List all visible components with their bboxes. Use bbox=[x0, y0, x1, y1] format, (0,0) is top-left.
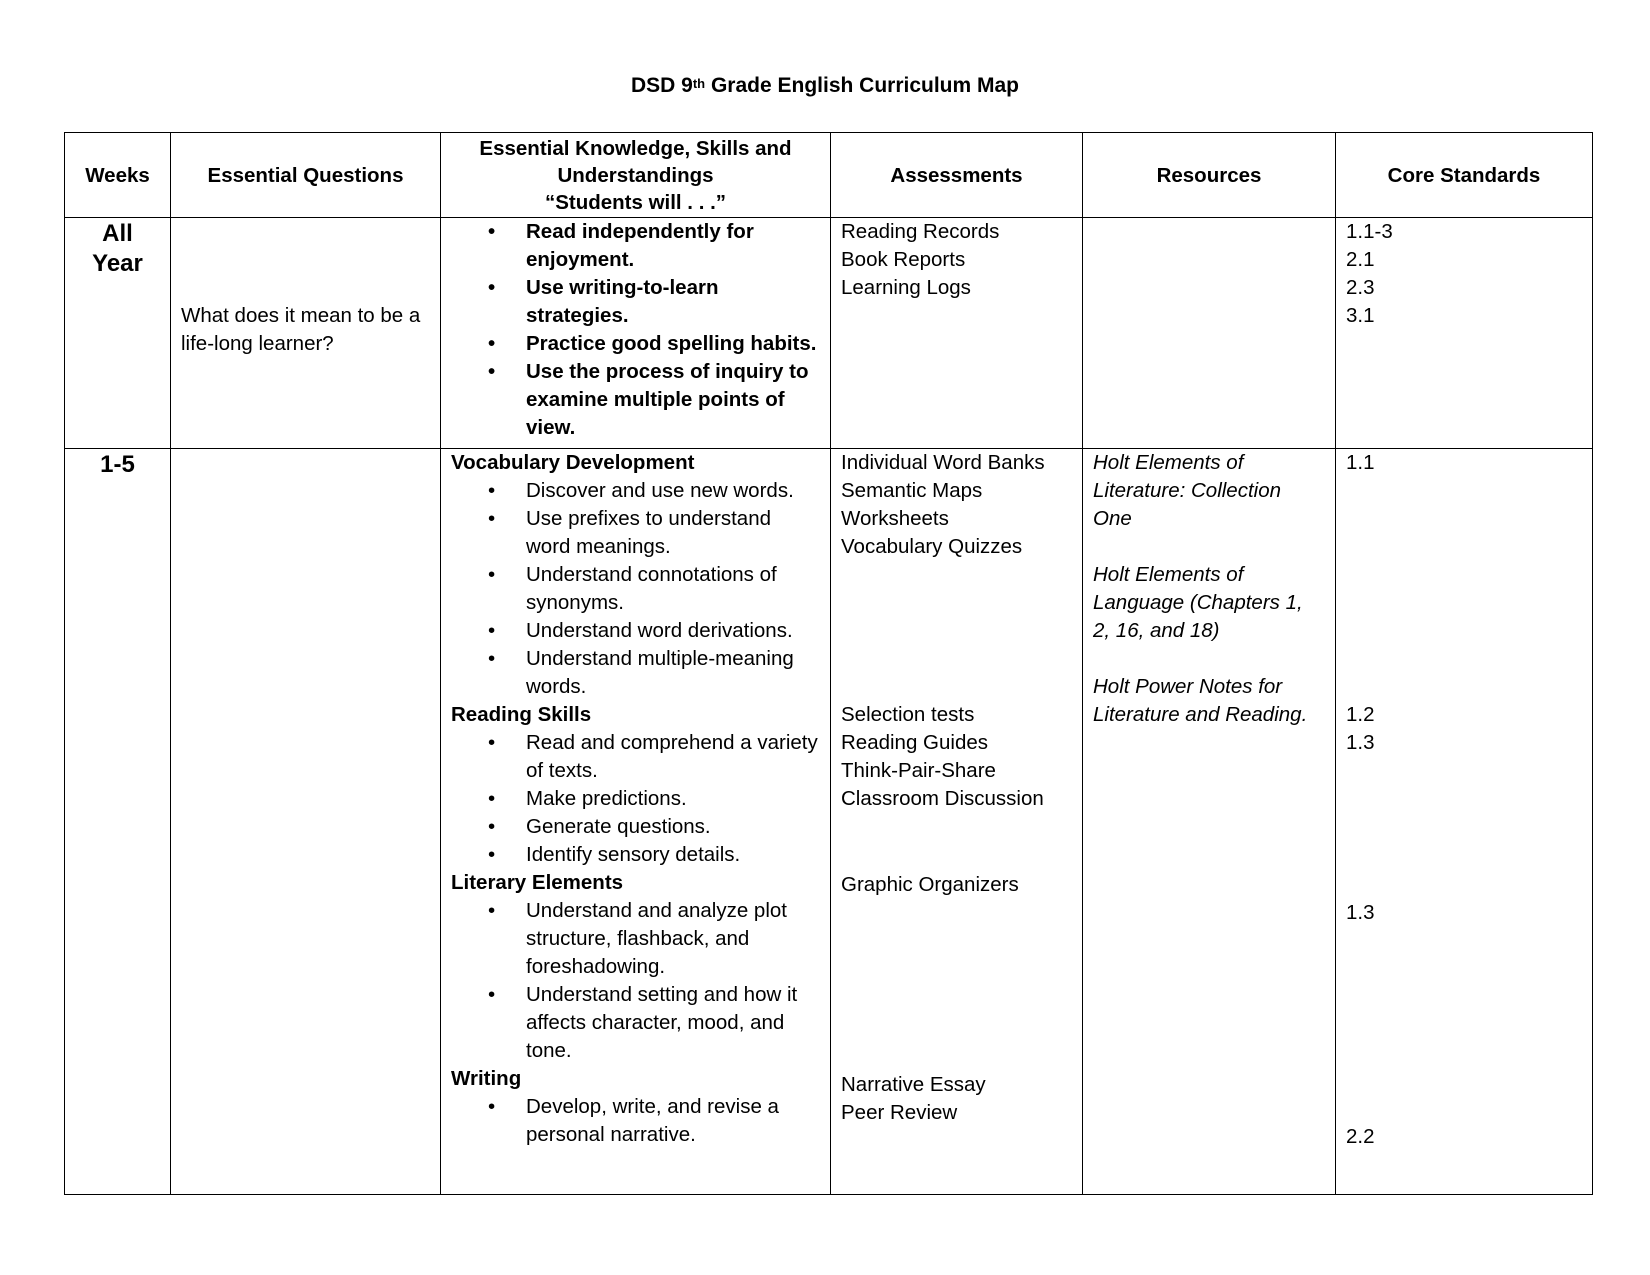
weeks-cell bbox=[65, 218, 171, 449]
list-item: • Read and comprehend a variety of texts. bbox=[526, 729, 820, 785]
table-row bbox=[65, 449, 1593, 1195]
list-item: 1.2 bbox=[1346, 703, 1375, 726]
vocabulary-list bbox=[451, 477, 820, 701]
standards-cell bbox=[1336, 218, 1593, 449]
list-item: Holt Elements of bbox=[1093, 563, 1244, 586]
section-heading-reading: Reading Skills bbox=[451, 703, 592, 726]
writing-list bbox=[451, 1093, 820, 1149]
assessments-cell bbox=[831, 449, 1083, 1195]
page-title bbox=[0, 74, 1650, 98]
list-item: Language (Chapters 1, bbox=[1093, 591, 1303, 614]
header-knowledge-line1: Essential Knowledge, Skills and bbox=[479, 136, 792, 160]
list-item: 2.1 bbox=[1346, 248, 1375, 271]
list-item: • Practice good spelling habits. bbox=[526, 330, 814, 358]
section-heading-literary: Literary Elements bbox=[451, 871, 624, 894]
question-line1: What does it mean to be a bbox=[181, 304, 421, 327]
title-suffix: Grade English Curriculum Map bbox=[705, 74, 1020, 97]
header-resources: Resources bbox=[1083, 133, 1336, 218]
weeks-label-line1: All bbox=[102, 220, 133, 247]
header-knowledge bbox=[441, 133, 831, 218]
list-item: Worksheets bbox=[841, 507, 949, 530]
list-item: • Use writing-to-learn strategies. bbox=[526, 274, 814, 330]
weeks-label-line2: Year bbox=[92, 250, 143, 277]
list-item: 1.3 bbox=[1346, 901, 1375, 924]
header-row bbox=[65, 133, 1593, 218]
list-item: 1.1 bbox=[1346, 451, 1375, 474]
knowledge-cell bbox=[441, 449, 831, 1195]
list-item: • Make predictions. bbox=[526, 785, 820, 813]
title-prefix: DSD 9 bbox=[630, 74, 693, 97]
list-item: Learning Logs bbox=[841, 276, 971, 299]
list-item: Peer Review bbox=[841, 1101, 958, 1124]
header-standards: Core Standards bbox=[1336, 133, 1593, 218]
list-item: • Use the process of inquiry to examine multiple points of view. bbox=[526, 358, 814, 442]
assessments-cell bbox=[831, 218, 1083, 449]
list-item: Literature: Collection bbox=[1093, 479, 1282, 502]
list-item: • Understand connotations of synonyms. bbox=[526, 561, 820, 617]
header-knowledge-line3: “Students will . . .” bbox=[544, 190, 727, 214]
list-item: Book Reports bbox=[841, 248, 966, 271]
section-heading-writing: Writing bbox=[451, 1067, 522, 1090]
weeks-cell bbox=[65, 449, 171, 1195]
list-item: Reading Records bbox=[841, 220, 1000, 243]
section-heading-vocabulary: Vocabulary Development bbox=[451, 451, 695, 474]
list-item: • Understand multiple-meaning words. bbox=[526, 645, 820, 701]
list-item: 2.3 bbox=[1346, 276, 1375, 299]
list-item: • Understand and analyze plot structure, flashback, and foreshadowing. bbox=[526, 897, 820, 981]
resources-cell bbox=[1083, 218, 1336, 449]
table-row bbox=[65, 218, 1593, 449]
list-item: Literature and Reading. bbox=[1093, 703, 1308, 726]
list-item: Semantic Maps bbox=[841, 479, 983, 502]
list-item: 2, 16, and 18) bbox=[1093, 619, 1220, 642]
list-item: Holt Elements of bbox=[1093, 451, 1244, 474]
list-item: • Understand setting and how it affects character, mood, and tone. bbox=[526, 981, 820, 1065]
list-item: • Discover and use new words. bbox=[526, 477, 820, 505]
list-item: • Read independently for enjoyment. bbox=[526, 218, 814, 274]
list-item: • Develop, write, and revise a personal narrative. bbox=[526, 1093, 820, 1149]
list-item: Graphic Organizers bbox=[841, 873, 1019, 896]
list-item: • Use prefixes to understand word meanings. bbox=[526, 505, 820, 561]
header-assessments: Assessments bbox=[831, 133, 1083, 218]
header-questions: Essential Questions bbox=[171, 133, 441, 218]
list-item: • Identify sensory details. bbox=[526, 841, 820, 869]
standards-cell bbox=[1336, 449, 1593, 1195]
weeks-label: 1-5 bbox=[100, 451, 135, 478]
list-item: 1.1-3 bbox=[1346, 220, 1393, 243]
list-item: • Generate questions. bbox=[526, 813, 820, 841]
curriculum-table bbox=[64, 132, 1593, 1195]
list-item: • Understand word derivations. bbox=[526, 617, 820, 645]
list-item: Think-Pair-Share bbox=[841, 759, 996, 782]
list-item: Reading Guides bbox=[841, 731, 989, 754]
question-line2: life-long learner? bbox=[181, 332, 334, 355]
title-superscript: th bbox=[692, 76, 706, 91]
list-item: Holt Power Notes for bbox=[1093, 675, 1283, 698]
knowledge-cell bbox=[441, 218, 831, 449]
knowledge-list bbox=[451, 218, 820, 442]
header-knowledge-line2: Understandings bbox=[557, 163, 714, 187]
list-item: One bbox=[1093, 507, 1132, 530]
list-item: Vocabulary Quizzes bbox=[841, 535, 1023, 558]
list-item: Selection tests bbox=[841, 703, 975, 726]
resources-cell bbox=[1083, 449, 1336, 1195]
reading-list bbox=[451, 729, 820, 869]
header-weeks: Weeks bbox=[65, 133, 171, 218]
list-item: 3.1 bbox=[1346, 304, 1375, 327]
list-item: Individual Word Banks bbox=[841, 451, 1045, 474]
essential-question-cell bbox=[171, 218, 441, 449]
list-item: 2.2 bbox=[1346, 1125, 1375, 1148]
list-item: Classroom Discussion bbox=[841, 787, 1044, 810]
list-item: Narrative Essay bbox=[841, 1073, 986, 1096]
list-item: 1.3 bbox=[1346, 731, 1375, 754]
literary-list bbox=[451, 897, 820, 1065]
essential-question-cell bbox=[171, 449, 441, 1195]
